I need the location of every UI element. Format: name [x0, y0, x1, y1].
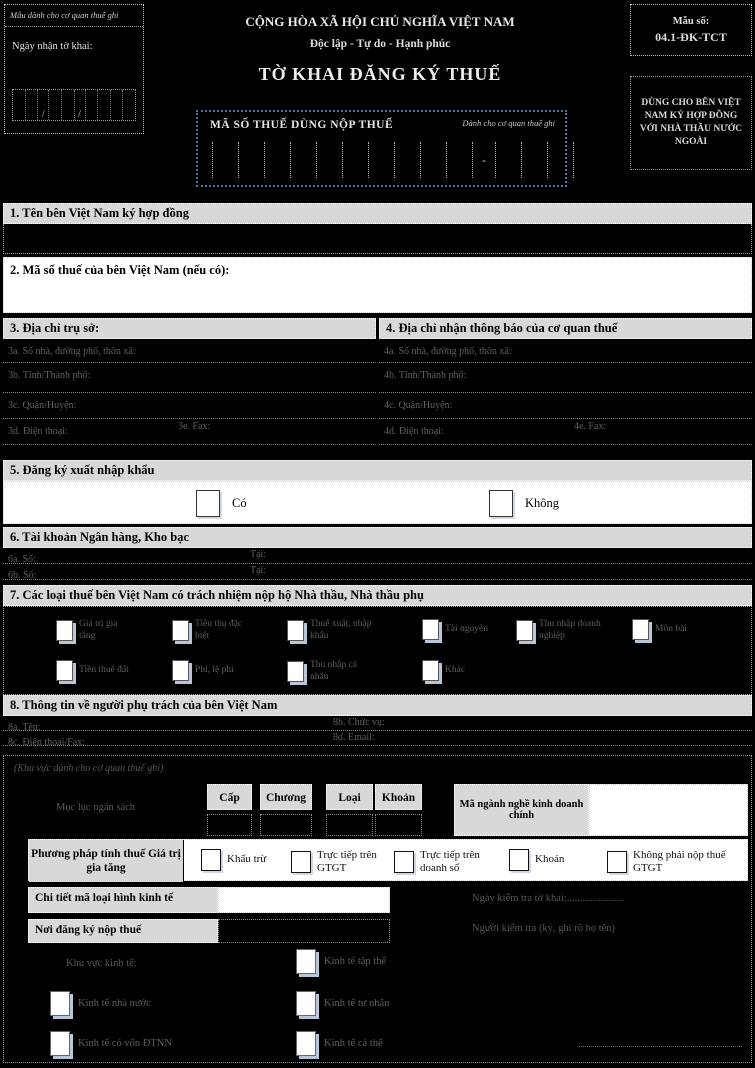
- tax-code-digit[interactable]: [238, 142, 264, 178]
- tax-authority-box: [4, 4, 144, 134]
- field-3e-label: 3e. Fax:: [178, 421, 211, 432]
- section-2-title: 2. Mã số thuế của bên Việt Nam (nếu có):: [10, 263, 230, 277]
- vat-not-subject-label: Không phải nộp thuế GTGT: [633, 849, 726, 875]
- tax-type-corporate-income: [516, 619, 611, 643]
- tax-office-area: [3, 755, 752, 1063]
- vat-method-direct-revenue: [394, 849, 505, 875]
- tax-type-vat-checkbox[interactable]: [56, 620, 73, 641]
- vat-method-presumptive: [509, 849, 564, 871]
- vat-direct-gtgt-checkbox[interactable]: [291, 851, 311, 873]
- date-separator: /: [38, 90, 49, 120]
- tax-office-note: (Khu vực dành cho cơ quan thuế ghi): [14, 763, 164, 774]
- main-industry-label: Mã ngành nghề kinh doanh chính: [454, 784, 589, 836]
- section-1: [3, 203, 752, 254]
- section-5-body: [3, 481, 752, 524]
- tax-code-digit[interactable]: [521, 142, 547, 178]
- date-cell[interactable]: [123, 90, 135, 120]
- tax-type-resource-label: Tài nguyên: [445, 623, 489, 634]
- tax-type-import-export-checkbox[interactable]: [287, 620, 304, 641]
- tax-code-cells[interactable]: [212, 142, 574, 178]
- field-4d-label: 4d. Điện thoại:: [384, 426, 444, 437]
- checker-label: Người kiểm tra (ký, ghi rõ họ tên): [472, 923, 616, 934]
- account-1-row[interactable]: [3, 548, 752, 564]
- field-4c[interactable]: [379, 393, 752, 419]
- section-2[interactable]: [3, 257, 752, 313]
- tax-type-corporate-income-checkbox[interactable]: [516, 620, 533, 641]
- tax-type-fees: [172, 660, 234, 681]
- tax-code-label: MÃ SỐ THUẾ DÙNG NỘP THUẾ: [210, 119, 394, 131]
- section-5-title: 5. Đăng ký xuất nhập khẩu: [3, 460, 752, 481]
- tax-type-other: [422, 660, 465, 681]
- export-import-no-checkbox[interactable]: [489, 490, 513, 517]
- date-cell[interactable]: [49, 90, 62, 120]
- account-2-number-label: 6b. Số:: [8, 570, 37, 581]
- vat-direct-gtgt-label: Trực tiếp trên GTGT: [317, 849, 377, 875]
- field-3c-label: 3c. Quận/Huyện:: [8, 400, 77, 411]
- vat-direct-revenue-checkbox[interactable]: [394, 851, 414, 873]
- sector-state-checkbox[interactable]: [50, 991, 70, 1016]
- field-4e-label: 4e. Fax:: [574, 421, 607, 432]
- tax-type-fees-label: Phí, lệ phí: [195, 664, 234, 675]
- sector-foreign-invested-label: Kinh tế có vốn ĐTNN: [78, 1038, 172, 1049]
- date-cell[interactable]: [26, 90, 39, 120]
- section-5: [3, 460, 752, 524]
- form-number-box: [630, 4, 752, 56]
- section-8-title: 8. Thông tin về người phụ trách của bên Việt Nam: [3, 695, 752, 716]
- section-4-title: 4. Địa chỉ nhận thông báo của cơ quan thuế: [379, 318, 752, 339]
- received-date-field[interactable]: [12, 89, 136, 121]
- field-4b[interactable]: [379, 363, 752, 393]
- contact-phone-row[interactable]: [3, 731, 752, 746]
- tax-code-digit[interactable]: [342, 142, 368, 178]
- form-usage-box: [630, 76, 752, 170]
- economic-type-code-input[interactable]: [218, 887, 390, 913]
- section-1-input[interactable]: [3, 224, 752, 254]
- form-number-label: Mẫu số:: [672, 15, 710, 27]
- sector-individual: [296, 1031, 383, 1056]
- field-4c-label: 4c. Quận/Huyện:: [384, 400, 453, 411]
- sector-individual-checkbox[interactable]: [296, 1031, 316, 1056]
- export-import-no-label: Không: [525, 496, 560, 510]
- tax-type-vat: [56, 619, 127, 643]
- sector-collective-checkbox[interactable]: [296, 949, 316, 974]
- tax-type-other-checkbox[interactable]: [422, 660, 439, 681]
- economic-type-code-label: Chi tiết mã loại hình kinh tế: [28, 887, 218, 913]
- sector-foreign-invested-checkbox[interactable]: [50, 1031, 70, 1056]
- tax-type-import-export-label: Thuế xuất, nhập khẩu: [310, 619, 372, 641]
- tax-type-personal-income-label: Thu nhập cá nhân: [310, 660, 357, 682]
- date-cell[interactable]: [62, 90, 75, 120]
- vat-presumptive-checkbox[interactable]: [509, 849, 529, 871]
- budget-khoan-input[interactable]: [375, 814, 422, 836]
- sector-collective-label: Kinh tế tập thể: [324, 956, 387, 967]
- export-import-yes-checkbox[interactable]: [196, 490, 220, 517]
- vat-deduction-label: Khấu trừ: [227, 853, 267, 866]
- tax-code-digit[interactable]: [290, 142, 316, 178]
- vat-presumptive-label: Khoán: [535, 853, 565, 866]
- vat-method-label: Phương pháp tính thuế Giá trị gia tăng: [29, 840, 184, 882]
- section-7: [3, 585, 752, 695]
- date-cell[interactable]: [98, 90, 111, 120]
- section-3-title: 3. Địa chỉ trụ sở:: [3, 318, 376, 339]
- tax-type-license-checkbox[interactable]: [632, 619, 649, 640]
- tax-type-personal-income-checkbox[interactable]: [287, 661, 304, 682]
- section-4: [379, 318, 752, 445]
- economic-sector-label: Khu vực kinh tế:: [66, 958, 137, 969]
- contact-phone-label: 8c. Điện thoại/Fax:: [8, 737, 85, 748]
- field-3b-label: 3b. Tỉnh/Thành phố:: [8, 370, 91, 381]
- tax-type-license-label: Môn bài: [655, 623, 687, 634]
- tax-type-other-label: Khác: [445, 664, 466, 675]
- tax-type-land-rent: [56, 660, 131, 681]
- field-3d-label: 3d. Điện thoại:: [8, 426, 68, 437]
- tax-type-special-consumption-checkbox[interactable]: [172, 620, 189, 641]
- budget-cap-input[interactable]: [207, 814, 252, 836]
- section-1-title: 1. Tên bên Việt Nam ký hợp đồng: [3, 203, 752, 224]
- tax-code-digit[interactable]: [368, 142, 394, 178]
- tax-type-resource: [422, 619, 488, 640]
- check-date-label: Ngày kiểm tra tờ khai:......................: [472, 893, 625, 904]
- tax-type-import-export: [287, 619, 372, 643]
- tax-code-digit[interactable]: [446, 142, 473, 178]
- tax-type-corporate-income-label: Thu nhập doanh nghiệp: [539, 619, 601, 641]
- vat-method-not-subject: [607, 849, 728, 875]
- tax-code-digit[interactable]: [547, 142, 574, 178]
- section-7-title: 7. Các loại thuế bên Việt Nam có trách nhiệm nộp hộ Nhà thầu, Nhà thầu phụ: [3, 585, 752, 606]
- tax-type-personal-income: [287, 660, 365, 684]
- date-cell[interactable]: [111, 90, 124, 120]
- vat-direct-revenue-label: Trực tiếp trên doanh số: [420, 849, 480, 875]
- tax-type-license: [632, 619, 687, 640]
- sector-private-label: Kinh tế tư nhân: [324, 998, 390, 1009]
- field-3c[interactable]: [3, 393, 376, 419]
- contact-position-label: 8b. Chức vụ:: [333, 717, 385, 728]
- tax-code-digit[interactable]: [264, 142, 290, 178]
- vat-method-direct-gtgt: [291, 849, 385, 875]
- form-usage-text: DÙNG CHO BÊN VIỆT NAM KÝ HỢP ĐỒNG VỚI NHÀ THẦU NƯỚC NGOÀI: [639, 98, 743, 147]
- form-title: TỜ KHAI ĐĂNG KÝ THUẾ: [258, 64, 502, 84]
- tax-type-land-rent-label: Tiền thuê đất: [79, 664, 129, 675]
- sector-private-checkbox[interactable]: [296, 991, 316, 1016]
- tax-authority-note: Mẫu dành cho cơ quan thuế ghi: [5, 5, 143, 27]
- date-cell[interactable]: [86, 90, 99, 120]
- budget-chuong-input[interactable]: [260, 814, 312, 836]
- tax-payment-place-input[interactable]: [218, 919, 390, 943]
- tax-code-digit[interactable]: [495, 142, 521, 178]
- account-2-row[interactable]: [3, 564, 752, 580]
- field-3a-label: 3a. Số nhà, đường phố, thôn xã:: [8, 346, 136, 357]
- contact-name-row[interactable]: [3, 716, 752, 731]
- section-7-body: [3, 606, 752, 695]
- tax-code-note: Dành cho cơ quan thuế ghi: [462, 118, 555, 128]
- tax-type-special-consumption: [172, 619, 247, 643]
- section-3: [3, 318, 376, 445]
- tax-type-fees-checkbox[interactable]: [172, 660, 189, 681]
- republic-motto: Độc lập - Tự do - Hạnh phúc: [309, 38, 451, 50]
- field-3a[interactable]: [3, 339, 376, 363]
- field-4d-4e[interactable]: [379, 419, 752, 445]
- tax-code-digit[interactable]: [420, 142, 446, 178]
- form-number-value: 04.1-ĐK-TCT: [655, 29, 727, 44]
- section-8: [3, 695, 752, 746]
- tax-code-box: [196, 110, 567, 187]
- tax-type-resource-checkbox[interactable]: [422, 619, 439, 640]
- date-separator: /: [75, 90, 86, 120]
- sector-state: [50, 991, 151, 1016]
- main-industry-input[interactable]: [589, 784, 748, 836]
- tax-type-land-rent-checkbox[interactable]: [56, 660, 73, 681]
- tax-code-digit[interactable]: [394, 142, 420, 178]
- tax-type-vat-label: Giá trị gia tăng: [79, 619, 118, 641]
- field-4a-label: 4a. Số nhà, đường phố, thôn xã:: [384, 346, 512, 357]
- field-4a[interactable]: [379, 339, 752, 363]
- account-1-number-label: 6a. Số:: [8, 554, 36, 565]
- tax-code-digit[interactable]: [316, 142, 342, 178]
- received-date-label: Ngày nhận tờ khai:: [12, 41, 93, 52]
- sector-individual-label: Kinh tế cá thể: [324, 1038, 383, 1049]
- field-3d-3e[interactable]: [3, 419, 376, 445]
- export-import-yes-label: Có: [232, 496, 247, 510]
- sector-state-label: Kinh tế nhà nước: [78, 998, 151, 1009]
- tax-code-dash: -: [482, 152, 486, 167]
- account-1-at-label: Tại:: [250, 549, 267, 560]
- budget-col-khoan: Khoản: [375, 784, 422, 810]
- contact-email-label: 8d. Email:: [333, 732, 375, 743]
- section-6-title: 6. Tài khoản Ngân hàng, Kho bạc: [3, 527, 752, 548]
- tax-code-digit[interactable]: [212, 142, 238, 178]
- vat-not-subject-checkbox[interactable]: [607, 851, 627, 873]
- signature-line: [579, 1046, 742, 1047]
- tax-payment-place-label: Nơi đăng ký nộp thuế: [28, 919, 218, 943]
- budget-col-loai: Loại: [326, 784, 373, 810]
- budget-col-cap: Cấp: [207, 784, 252, 810]
- vat-method-deduction: [201, 849, 266, 871]
- tax-type-special-consumption-label: Tiêu thụ đặc biệt: [195, 619, 243, 641]
- republic-title: CỘNG HÒA XÃ HỘI CHỦ NGHĨA VIỆT NAM: [245, 14, 515, 29]
- field-4b-label: 4b. Tỉnh/Thành phố:: [384, 370, 467, 381]
- account-2-at-label: Tại:: [250, 565, 267, 576]
- vat-method-row: [28, 839, 748, 881]
- sector-foreign-invested: [50, 1031, 172, 1056]
- budget-index-label: Mục lục ngân sách: [56, 802, 136, 813]
- date-cell[interactable]: [13, 90, 26, 120]
- contact-name-label: 8a. Tên:: [8, 722, 41, 733]
- vat-deduction-checkbox[interactable]: [201, 849, 221, 871]
- sector-private: [296, 991, 389, 1016]
- budget-loai-input[interactable]: [326, 814, 373, 836]
- section-6: [3, 527, 752, 580]
- sector-collective: [296, 949, 386, 974]
- field-3b[interactable]: [3, 363, 376, 393]
- budget-col-chuong: Chương: [260, 784, 312, 810]
